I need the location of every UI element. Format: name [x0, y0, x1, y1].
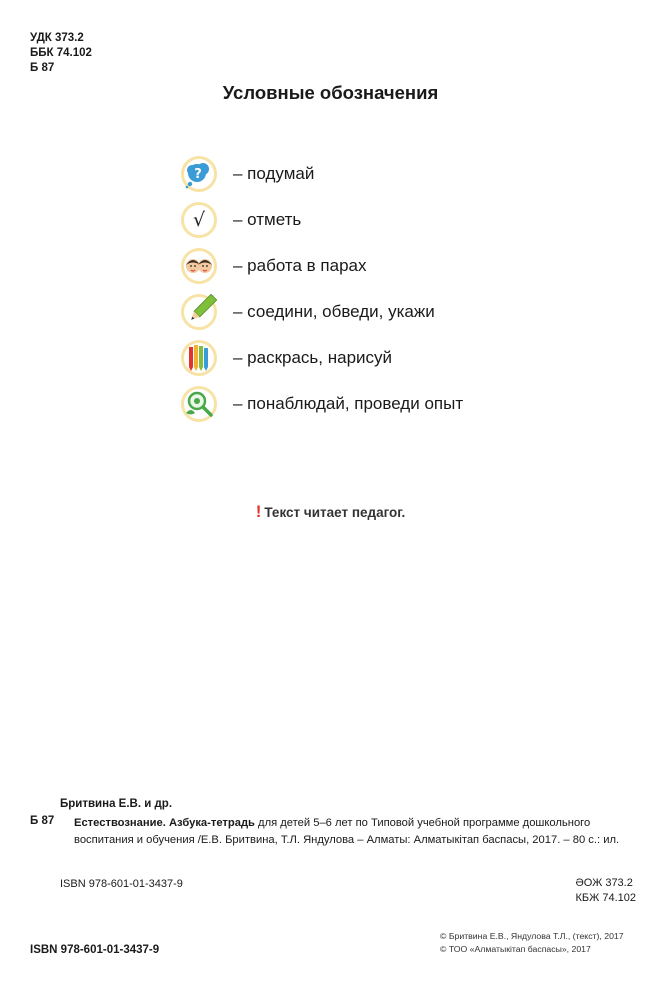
page-title: Условные обозначения [222, 82, 439, 103]
legend-item-pencil [181, 289, 463, 335]
bib-details: для детей 5–6 лет по Типовой учебной программе дошкольного воспитания и обучения /Е.В. Бритвина, Т.Л. Яндулова – Алматы: Алматыкітап баспасы, 2017. – 80 с.: ил. [74, 817, 620, 846]
copyright-publisher: © ТОО «Алматыкітап баспасы», 2017 [440, 944, 591, 954]
colored-pencils-icon [181, 340, 217, 376]
legend-item-observe [181, 381, 463, 427]
legend-list [181, 151, 463, 427]
legend-label-check: – отметь [233, 210, 302, 229]
legend-item-colors [181, 335, 463, 381]
isbn-small: ISBN 978-601-01-3437-9 [60, 878, 183, 890]
udk-code: УДК 373.2 [30, 32, 84, 44]
copyright-block [440, 930, 624, 956]
oozh-code: ӘОЖ 373.2 [575, 877, 633, 889]
kbzh-code: КБЖ 74.102 [575, 892, 636, 904]
bib-title: Естествознание. Азбука-тетрадь [74, 817, 255, 829]
think-bubble-icon [181, 156, 217, 192]
isbn-bold: ISBN 978-601-01-3437-9 [30, 944, 160, 956]
bib-code: Б 87 [30, 815, 55, 827]
legend-label-pairs: – работа в парах [233, 256, 367, 275]
legend-label-colors: – раскрась, нарисуй [233, 348, 393, 367]
legend-item-think [181, 151, 463, 197]
copyright-text: © Бритвина Е.В., Яндулова Т.Л., (текст), 2017 [440, 931, 624, 941]
bib-description [74, 815, 644, 849]
legend-item-pairs [181, 243, 463, 289]
exclamation-icon: ! [255, 502, 262, 521]
teacher-note-text: Текст читает педагог. [264, 505, 406, 520]
checkmark-glyph: √ [192, 209, 206, 231]
legend-label-observe: – понаблюдай, проведи опыт [233, 394, 464, 413]
checkmark-icon [181, 202, 217, 238]
svg-text:?: ? [194, 167, 202, 182]
children-pair-icon [181, 248, 217, 284]
legend-label-think: – подумай [233, 164, 315, 183]
legend-item-check [181, 197, 463, 243]
bib-author: Бритвина Е.В. и др. [60, 798, 173, 810]
legend-label-pencil: – соедини, обведи, укажи [233, 302, 435, 321]
author-mark: Б 87 [30, 62, 55, 74]
bbk-code: ББК 74.102 [30, 47, 92, 59]
teacher-note [0, 502, 661, 522]
codes-right [576, 876, 636, 906]
pencil-icon [181, 294, 217, 330]
udc-block [30, 31, 92, 76]
magnifier-icon [181, 386, 217, 422]
